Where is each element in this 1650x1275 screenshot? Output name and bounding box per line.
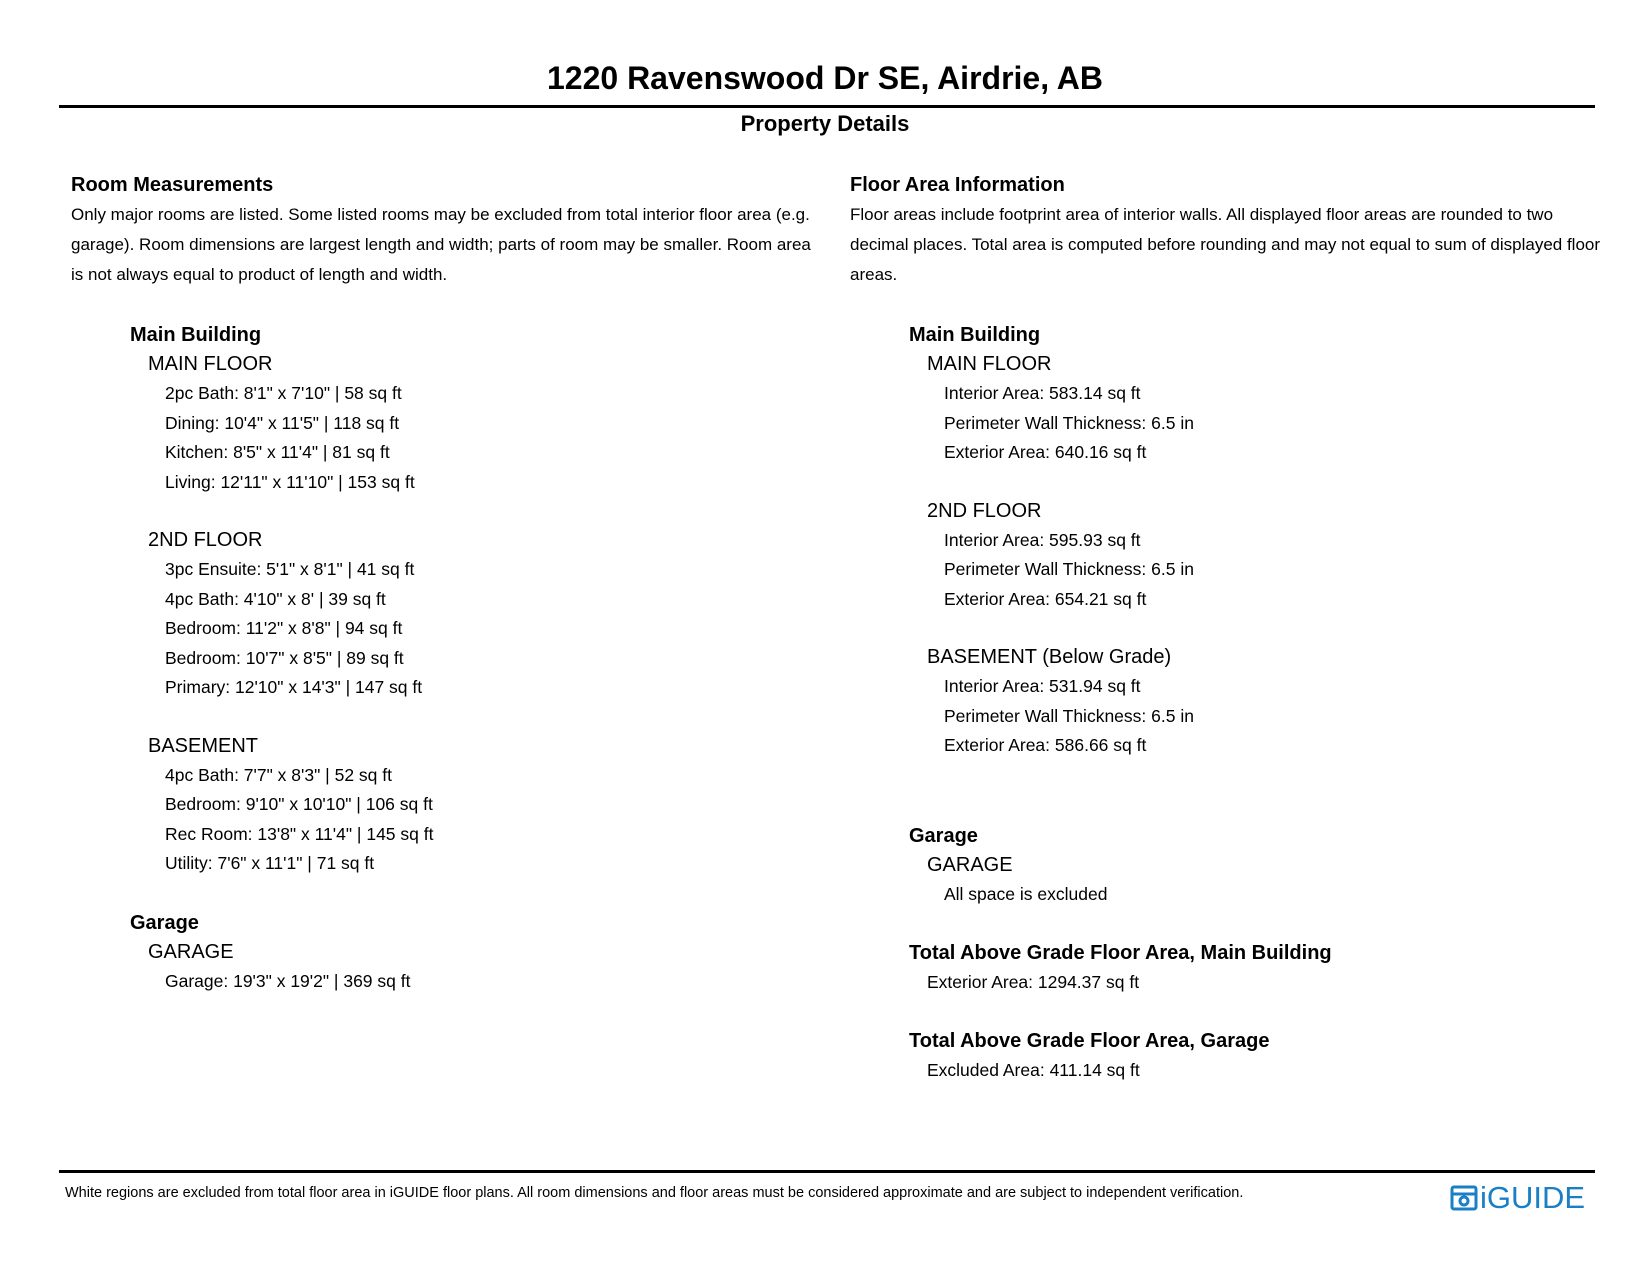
area-item: Perimeter Wall Thickness: 6.5 in [944, 412, 1194, 433]
logo-text: iGUIDE [1480, 1180, 1586, 1215]
header-divider [59, 105, 1595, 108]
floor-name: BASEMENT (Below Grade) [927, 646, 1172, 668]
room-item: Primary: 12'10" x 14'3" | 147 sq ft [165, 677, 423, 697]
floor-name: GARAGE [927, 853, 1013, 876]
building-name: Main Building [909, 324, 1041, 346]
footer-divider [59, 1170, 1595, 1173]
floor-name: BASEMENT [148, 734, 259, 757]
room-item: Bedroom: 10'7" x 8'5" | 89 sq ft [165, 647, 404, 668]
room-measurements-heading: Room Measurements [71, 174, 274, 196]
room-item: Bedroom: 9'10" x 10'10" | 106 sq ft [165, 794, 433, 814]
room-item: 4pc Bath: 4'10" x 8' | 39 sq ft [165, 588, 386, 609]
room-item: Kitchen: 8'5" x 11'4" | 81 sq ft [165, 442, 390, 462]
floor-name: MAIN FLOOR [927, 353, 1052, 375]
floor-area-section [850, 170, 1610, 1085]
total-heading: Total Above Grade Floor Area, Garage [909, 1030, 1270, 1052]
floor-name: 2ND FLOOR [927, 499, 1042, 522]
room-item: Dining: 10'4" x 11'5" | 118 sq ft [165, 412, 400, 433]
room-item: Living: 12'11" x 11'10" | 153 sq ft [165, 471, 415, 492]
area-item: Perimeter Wall Thickness: 6.5 in [944, 559, 1194, 579]
building-name: Garage [909, 824, 978, 847]
area-item: Exterior Area: 640.16 sq ft [944, 442, 1147, 462]
room-list [130, 320, 811, 996]
floor-name: MAIN FLOOR [148, 353, 273, 375]
building-name: Main Building [130, 324, 262, 346]
room-item: 2pc Bath: 8'1" x 7'10" | 58 sq ft [165, 383, 402, 403]
room-item: 3pc Ensuite: 5'1" x 8'1" | 41 sq ft [165, 559, 415, 579]
floor-area-description: Floor areas include footprint area of interior walls. All displayed floor areas are rounded to two decimal places. Total area is computed before rounding and may not equal to sum of displayed floor areas. [850, 205, 1601, 284]
room-item: Rec Room: 13'8" x 11'4" | 145 sq ft [165, 823, 434, 844]
floor-area-list [909, 320, 1610, 1085]
room-item: Utility: 7'6" x 11'1" | 71 sq ft [165, 853, 375, 873]
page-title: 1220 Ravenswood Dr SE, Airdrie, AB [546, 60, 1104, 96]
floor-name: GARAGE [148, 940, 234, 963]
room-measurements-description: Only major rooms are listed. Some listed rooms may be excluded from total interior floor area (e.g. garage). Room dimensions are largest length and width; parts of room may be smaller. Room area is not always equal to product of length and width. [71, 205, 811, 284]
area-item: Interior Area: 531.94 sq ft [944, 676, 1141, 696]
footer-disclaimer: White regions are excluded from total floor area in iGUIDE floor plans. All room dimensions and floor areas must be considered approximate and are subject to independent verification. [65, 1185, 1244, 1201]
total-heading: Total Above Grade Floor Area, Main Building [909, 942, 1332, 964]
floor-name: 2ND FLOOR [148, 529, 263, 551]
area-item: Exterior Area: 586.66 sq ft [944, 735, 1147, 755]
area-item: Exterior Area: 654.21 sq ft [944, 588, 1147, 609]
area-item: Interior Area: 583.14 sq ft [944, 383, 1141, 403]
building-name: Garage [130, 911, 199, 934]
page-subtitle: Property Details [740, 111, 910, 136]
total-value: Exterior Area: 1294.37 sq ft [927, 972, 1140, 992]
total-value: Excluded Area: 411.14 sq ft [927, 1060, 1140, 1080]
floor-area-heading: Floor Area Information [850, 174, 1065, 196]
room-measurements-section [71, 170, 811, 996]
camera-icon [1450, 1183, 1478, 1213]
room-item: Garage: 19'3" x 19'2" | 369 sq ft [165, 970, 411, 991]
room-item: 4pc Bath: 7'7" x 8'3" | 52 sq ft [165, 764, 392, 785]
iguide-logo [1450, 1180, 1585, 1216]
room-item: Bedroom: 11'2" x 8'8" | 94 sq ft [165, 618, 403, 638]
area-item: Interior Area: 595.93 sq ft [944, 529, 1141, 550]
area-item: All space is excluded [944, 883, 1108, 904]
area-item: Perimeter Wall Thickness: 6.5 in [944, 705, 1194, 726]
